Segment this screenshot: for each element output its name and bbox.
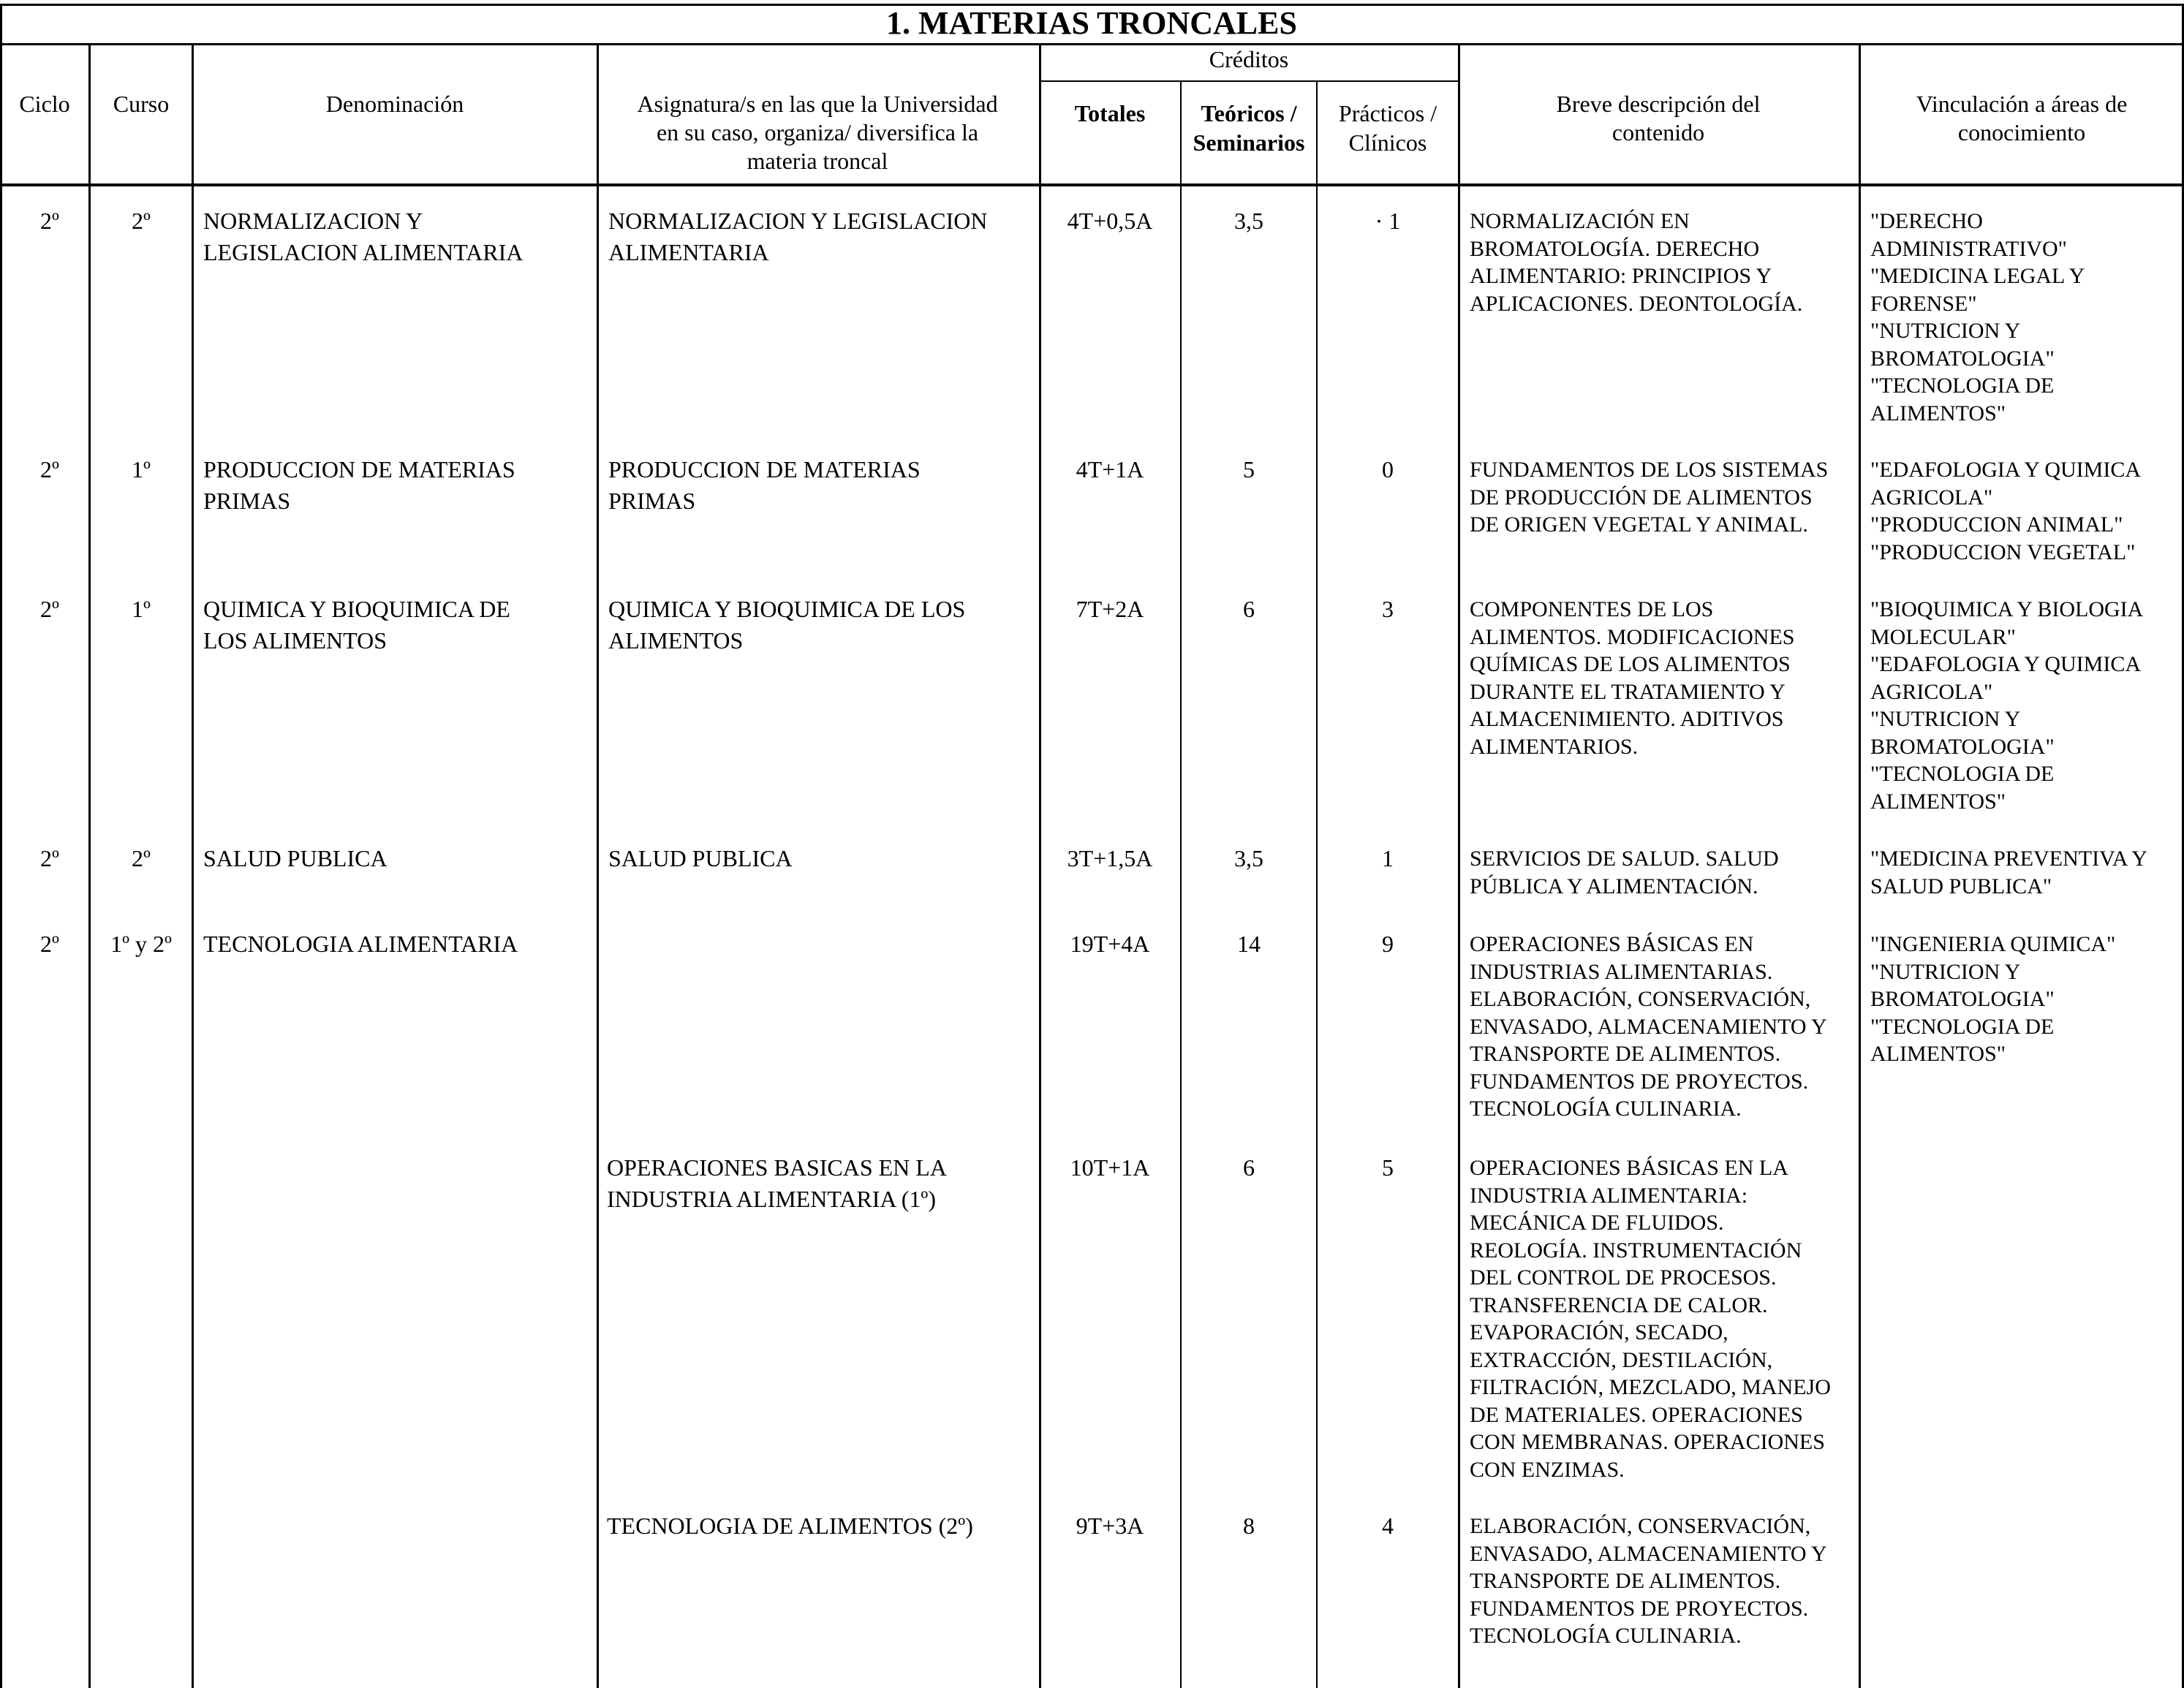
row-descripcion-line: ALIMENTARIO: PRINCIPIOS Y bbox=[1470, 264, 1772, 288]
row-practicos: 0 bbox=[1382, 456, 1394, 482]
row-totales: 19T+4A bbox=[1070, 931, 1150, 957]
row-curso: 2º bbox=[132, 845, 151, 871]
row-ciclo: 2º bbox=[40, 208, 59, 234]
rule-v-ciclo bbox=[88, 43, 91, 1688]
row-vinculacion-line: BROMATOLOGIA" bbox=[1870, 346, 2055, 371]
row-descripcion-line: ENVASADO, ALMACENAMIENTO Y bbox=[1470, 1014, 1827, 1039]
row-vinculacion-line: ALIMENTOS" bbox=[1870, 401, 2006, 425]
row-vinculacion-line: SALUD PUBLICA" bbox=[1870, 874, 2052, 898]
row-descripcion-line: INDUSTRIAS ALIMENTARIAS. bbox=[1470, 959, 1773, 984]
row-curso: 1º bbox=[132, 596, 151, 622]
row-vinculacion-line: ALIMENTOS" bbox=[1870, 1042, 2006, 1066]
row-asignatura-line: INDUSTRIA ALIMENTARIA (1º) bbox=[607, 1186, 936, 1212]
header-vinculacion-line1: Vinculación a áreas de bbox=[1916, 91, 2128, 117]
row-curso: 1º bbox=[132, 456, 151, 482]
row-asignatura-line: PRODUCCION DE MATERIAS bbox=[608, 456, 921, 482]
row-descripcion-line: DEL CONTROL DE PROCESOS. bbox=[1470, 1265, 1777, 1290]
header-descripcion-line2: contenido bbox=[1611, 119, 1705, 145]
row-curso: 2º bbox=[132, 208, 151, 234]
header-vinculacion-line2: conocimiento bbox=[1957, 119, 2086, 145]
row-vinculacion-line: "PRODUCCION ANIMAL" bbox=[1870, 512, 2123, 537]
row-practicos: 1 bbox=[1382, 845, 1394, 871]
row-descripcion-line: APLICACIONES. DEONTOLOGÍA. bbox=[1470, 291, 1803, 316]
row-ciclo: 2º bbox=[40, 845, 59, 871]
row-descripcion-line: COMPONENTES DE LOS bbox=[1470, 597, 1714, 621]
row-vinculacion-line: BROMATOLOGIA" bbox=[1870, 987, 2055, 1011]
page-title: 1. MATERIAS TRONCALES bbox=[886, 5, 1297, 41]
rule-v-descripcion bbox=[1859, 43, 1861, 1688]
row-vinculacion-line: BROMATOLOGIA" bbox=[1870, 734, 2055, 759]
row-descripcion-line: INDUSTRIA ALIMENTARIA: bbox=[1470, 1183, 1748, 1208]
row-vinculacion-line: "TECNOLOGIA DE bbox=[1870, 762, 2055, 786]
rule-v-asignatura bbox=[1039, 43, 1041, 1688]
rule-v-teoricos bbox=[1316, 80, 1318, 1688]
row-asignatura-line: SALUD PUBLICA bbox=[608, 845, 793, 871]
row-asignatura-line: ALIMENTOS bbox=[608, 627, 744, 654]
row-descripcion-line: MECÁNICA DE FLUIDOS. bbox=[1470, 1211, 1724, 1235]
rule-header-bottom bbox=[0, 183, 2184, 186]
row-descripcion-line: FILTRACIÓN, MEZCLADO, MANEJO bbox=[1470, 1375, 1831, 1399]
rule-creditos-sub bbox=[1039, 80, 1459, 82]
row-descripcion-line: ELABORACIÓN, CONSERVACIÓN, bbox=[1470, 987, 1811, 1011]
row-teoricos: 6 bbox=[1243, 596, 1255, 622]
row-descripcion-line: FUNDAMENTOS DE PROYECTOS. bbox=[1470, 1069, 1809, 1094]
row-practicos: · 1 bbox=[1375, 208, 1401, 234]
row-descripcion-line: SERVICIOS DE SALUD. SALUD bbox=[1470, 847, 1779, 871]
row-descripcion-line: REOLOGÍA. INSTRUMENTACIÓN bbox=[1470, 1238, 1802, 1263]
row-descripcion-line: TECNOLOGÍA CULINARIA. bbox=[1470, 1097, 1742, 1121]
row-descripcion-line: EVAPORACIÓN, SECADO, bbox=[1470, 1320, 1728, 1344]
row-teoricos: 5 bbox=[1243, 456, 1255, 482]
row-vinculacion-line: "EDAFOLOGIA Y QUIMICA bbox=[1870, 458, 2142, 482]
row-descripcion-line: ENVASADO, ALMACENAMIENTO Y bbox=[1470, 1541, 1827, 1566]
row-vinculacion-line: "NUTRICION Y bbox=[1870, 319, 2021, 343]
header-teoricos-line1: Teóricos / bbox=[1201, 100, 1297, 126]
row-vinculacion-line: "TECNOLOGIA DE bbox=[1870, 374, 2055, 398]
row-vinculacion-line: "TECNOLOGIA DE bbox=[1870, 1014, 2055, 1039]
row-descripcion-line: NORMALIZACIÓN EN bbox=[1470, 209, 1690, 233]
row-descripcion-line: BROMATOLOGÍA. DERECHO bbox=[1470, 236, 1760, 261]
row-vinculacion-line: FORENSE" bbox=[1870, 291, 1977, 316]
row-denominacion-line: PRODUCCION DE MATERIAS bbox=[203, 456, 515, 482]
row-asignatura-line: PRIMAS bbox=[608, 488, 696, 514]
row-descripcion-line: TRANSPORTE DE ALIMENTOS. bbox=[1470, 1569, 1781, 1593]
header-practicos-line1: Prácticos / bbox=[1338, 100, 1437, 126]
row-practicos: 9 bbox=[1382, 931, 1394, 957]
row-descripcion-line: QUÍMICAS DE LOS ALIMENTOS bbox=[1470, 652, 1791, 676]
row-descripcion-line: PÚBLICA Y ALIMENTACIÓN. bbox=[1470, 874, 1758, 898]
row-totales: 3T+1,5A bbox=[1067, 845, 1153, 871]
header-asignatura-line1: Asignatura/s en las que la Universidad bbox=[637, 91, 998, 117]
row-descripcion-line: DURANTE EL TRATAMIENTO Y bbox=[1470, 679, 1786, 704]
row-curso: 1º y 2º bbox=[110, 931, 172, 957]
row-totales: 9T+3A bbox=[1076, 1513, 1144, 1539]
row-ciclo: 2º bbox=[40, 456, 59, 482]
row-denominacion-line: TECNOLOGIA ALIMENTARIA bbox=[203, 931, 518, 957]
row-ciclo: 2º bbox=[40, 931, 59, 957]
row-vinculacion-line: "MEDICINA PREVENTIVA Y bbox=[1870, 847, 2147, 871]
row-denominacion-line: LEGISLACION ALIMENTARIA bbox=[203, 239, 524, 265]
row-descripcion-line: CON MEMBRANAS. OPERACIONES bbox=[1470, 1430, 1825, 1454]
rule-v-left bbox=[0, 4, 2, 1688]
row-vinculacion-line: "DERECHO bbox=[1870, 209, 1983, 233]
row-vinculacion-line: "NUTRICION Y bbox=[1870, 959, 2021, 984]
row-descripcion-line: ALMACENIMIENTO. ADITIVOS bbox=[1470, 707, 1784, 731]
row-asignatura-line: QUIMICA Y BIOQUIMICA DE LOS bbox=[608, 596, 966, 622]
header-curso: Curso bbox=[113, 91, 170, 117]
row-descripcion-line: ALIMENTOS. MODIFICACIONES bbox=[1470, 624, 1795, 649]
row-descripcion-line: TRANSFERENCIA DE CALOR. bbox=[1470, 1293, 1768, 1317]
row-vinculacion-line: AGRICOLA" bbox=[1870, 679, 1993, 704]
row-descripcion-line: FUNDAMENTOS DE LOS SISTEMAS bbox=[1470, 458, 1829, 482]
header-asignatura-line2: en su caso, organiza/ diversifica la bbox=[656, 119, 979, 145]
row-totales: 4T+0,5A bbox=[1067, 208, 1153, 234]
row-vinculacion-line: "MEDICINA LEGAL Y bbox=[1870, 264, 2085, 288]
rule-v-practicos bbox=[1458, 43, 1460, 1688]
row-denominacion-line: PRIMAS bbox=[203, 488, 291, 514]
row-vinculacion-line: AGRICOLA" bbox=[1870, 485, 1993, 510]
row-denominacion-line: LOS ALIMENTOS bbox=[203, 627, 387, 654]
rule-v-totales bbox=[1180, 80, 1182, 1688]
row-denominacion-line: NORMALIZACION Y bbox=[203, 208, 423, 234]
row-teoricos: 8 bbox=[1243, 1513, 1255, 1539]
row-teoricos: 3,5 bbox=[1234, 845, 1263, 871]
row-practicos: 5 bbox=[1382, 1154, 1394, 1181]
row-totales: 10T+1A bbox=[1070, 1154, 1150, 1181]
row-denominacion-line: SALUD PUBLICA bbox=[203, 845, 388, 871]
row-descripcion-line: OPERACIONES BÁSICAS EN bbox=[1470, 932, 1754, 956]
row-vinculacion-line: "NUTRICION Y bbox=[1870, 707, 2021, 731]
rule-v-curso bbox=[192, 43, 194, 1688]
row-vinculacion-line: MOLECULAR" bbox=[1870, 624, 2016, 649]
row-vinculacion-line: "EDAFOLOGIA Y QUIMICA bbox=[1870, 652, 2142, 676]
row-vinculacion-line: "BIOQUIMICA Y BIOLOGIA bbox=[1870, 597, 2144, 621]
row-teoricos: 14 bbox=[1237, 931, 1261, 957]
row-vinculacion-line: ADMINISTRATIVO" bbox=[1870, 236, 2067, 261]
rule-v-denominacion bbox=[597, 43, 599, 1688]
row-teoricos: 3,5 bbox=[1234, 208, 1263, 234]
row-teoricos: 6 bbox=[1243, 1154, 1255, 1181]
header-creditos: Créditos bbox=[1209, 46, 1289, 72]
header-totales: Totales bbox=[1074, 100, 1146, 126]
header-descripcion-line1: Breve descripción del bbox=[1556, 91, 1761, 117]
row-asignatura-line: TECNOLOGIA DE ALIMENTOS (2º) bbox=[607, 1513, 973, 1539]
header-denominacion: Denominación bbox=[325, 91, 464, 117]
rule-title-bottom bbox=[0, 43, 2184, 45]
row-descripcion-line: TECNOLOGÍA CULINARIA. bbox=[1470, 1624, 1742, 1648]
header-ciclo: Ciclo bbox=[19, 91, 70, 117]
row-vinculacion-line: "INGENIERIA QUIMICA" bbox=[1870, 932, 2116, 956]
row-totales: 7T+2A bbox=[1076, 596, 1144, 622]
row-practicos: 3 bbox=[1382, 596, 1394, 622]
row-asignatura-line: ALIMENTARIA bbox=[608, 239, 769, 265]
header-asignatura-line3: materia troncal bbox=[747, 148, 888, 174]
row-descripcion-line: ELABORACIÓN, CONSERVACIÓN, bbox=[1470, 1514, 1811, 1538]
row-descripcion-line: CON ENZIMAS. bbox=[1470, 1457, 1625, 1482]
row-descripcion-line: OPERACIONES BÁSICAS EN LA bbox=[1470, 1156, 1788, 1180]
row-descripcion-line: DE ORIGEN VEGETAL Y ANIMAL. bbox=[1470, 512, 1808, 537]
row-asignatura-line: OPERACIONES BASICAS EN LA bbox=[607, 1154, 947, 1181]
row-descripcion-line: FUNDAMENTOS DE PROYECTOS. bbox=[1470, 1596, 1809, 1621]
row-descripcion-line: ALIMENTARIOS. bbox=[1470, 734, 1639, 759]
row-descripcion-line: EXTRACCIÓN, DESTILACIÓN, bbox=[1470, 1347, 1773, 1372]
row-descripcion-line: DE PRODUCCIÓN DE ALIMENTOS bbox=[1470, 485, 1813, 510]
row-asignatura-line: NORMALIZACION Y LEGISLACION bbox=[608, 208, 988, 234]
row-vinculacion-line: "PRODUCCION VEGETAL" bbox=[1870, 540, 2136, 564]
row-descripcion-line: DE MATERIALES. OPERACIONES bbox=[1470, 1402, 1803, 1427]
row-totales: 4T+1A bbox=[1076, 456, 1144, 482]
row-descripcion-line: TRANSPORTE DE ALIMENTOS. bbox=[1470, 1042, 1781, 1066]
row-vinculacion-line: ALIMENTOS" bbox=[1870, 789, 2006, 814]
row-practicos: 4 bbox=[1382, 1513, 1394, 1539]
header-practicos-line2: Clínicos bbox=[1348, 129, 1427, 156]
row-denominacion-line: QUIMICA Y BIOQUIMICA DE bbox=[203, 596, 510, 622]
header-teoricos-line2: Seminarios bbox=[1193, 129, 1305, 156]
row-ciclo: 2º bbox=[40, 596, 59, 622]
